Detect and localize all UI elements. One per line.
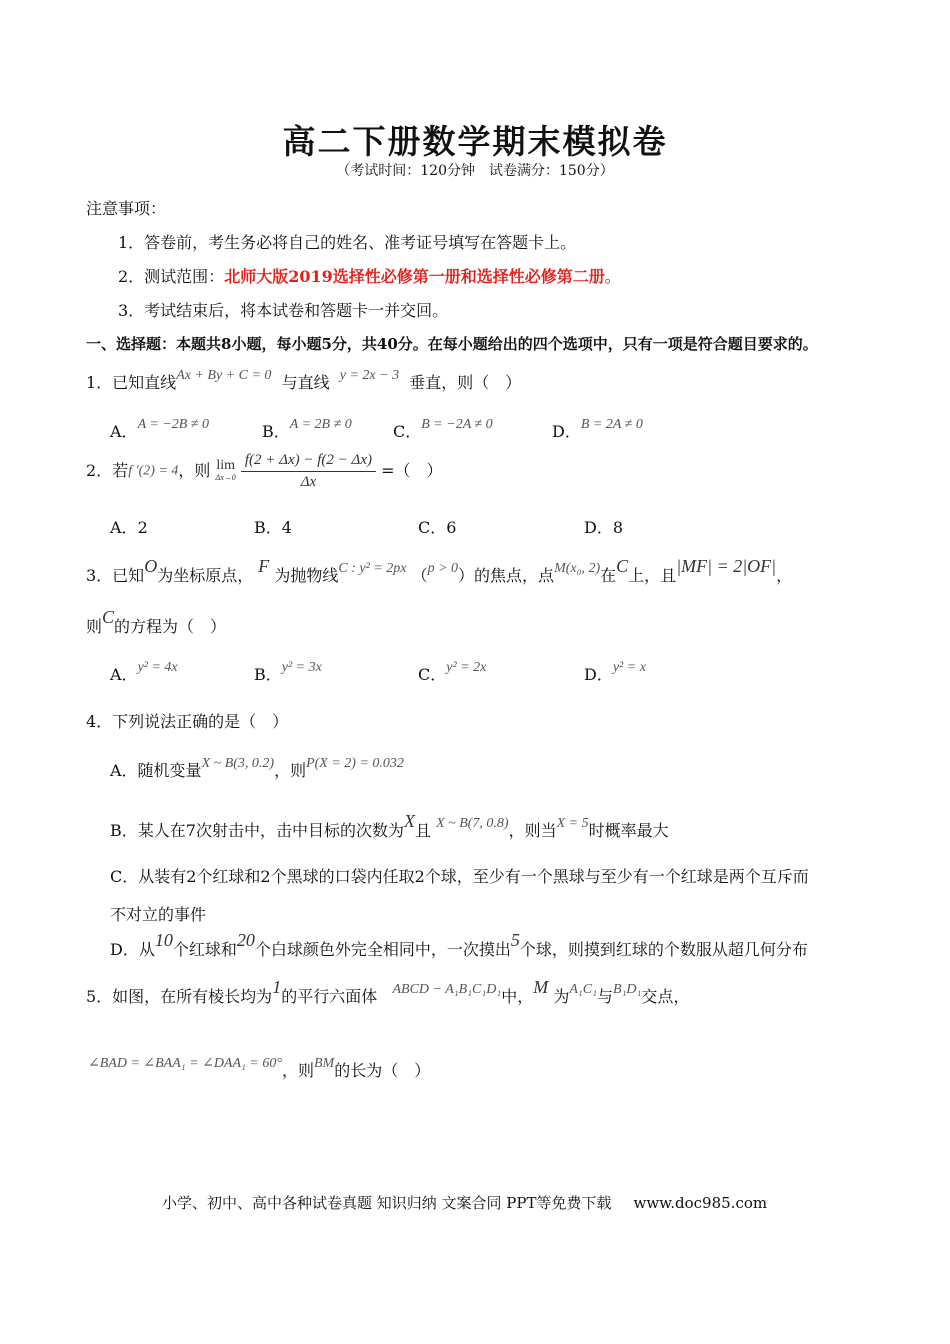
q3-math: M(x₀, 2) bbox=[554, 561, 601, 576]
question-2 bbox=[86, 452, 443, 491]
option-label: B． bbox=[254, 665, 282, 684]
q5-math: M bbox=[533, 977, 549, 997]
q3-math: p > 0 bbox=[427, 561, 459, 576]
q1-text: 与直线 bbox=[281, 373, 330, 392]
q3-math: F bbox=[258, 556, 270, 576]
notice-item-2 bbox=[118, 264, 621, 287]
q4-text: 个白球颜色外完全相同中，一次摸出 bbox=[254, 940, 511, 959]
q3-option-a bbox=[110, 662, 178, 685]
q4-text: D．从 bbox=[110, 940, 155, 959]
option-label: A． bbox=[110, 518, 138, 537]
q4-math: P(X = 2) = 0.032 bbox=[306, 756, 404, 771]
notice-item-2-suffix: 。 bbox=[604, 267, 621, 286]
option-label: D． bbox=[552, 422, 581, 441]
notice-heading: 注意事项： bbox=[86, 199, 167, 218]
q4-option-b bbox=[110, 811, 669, 841]
q4-text: B．某人在7次射击中，击中目标的次数为 bbox=[110, 821, 404, 840]
q4-text: ，则当 bbox=[508, 821, 557, 840]
option-label: C． bbox=[418, 665, 447, 684]
q1-option-d bbox=[552, 419, 643, 442]
option-value: 8 bbox=[612, 518, 624, 537]
footer-text: 小学、初中、高中各种试卷真题 知识归纳 文案合同 PPT等免费下载 bbox=[162, 1194, 612, 1212]
option-label: B． bbox=[254, 518, 282, 537]
q2-math: f ′(2) = 4 bbox=[128, 463, 179, 479]
question-5-line-2 bbox=[88, 1058, 430, 1081]
q1-option-b bbox=[262, 419, 352, 442]
q4-text: 个红球和 bbox=[172, 940, 237, 959]
q4-math: X bbox=[403, 811, 415, 831]
q5-text: 交点， bbox=[641, 987, 690, 1006]
q3-text: 则 bbox=[86, 617, 103, 636]
q1-text: 1．已知直线 bbox=[86, 373, 177, 392]
option-label: B． bbox=[262, 422, 290, 441]
q3-text: 3．已知 bbox=[86, 566, 145, 585]
q1-text: 垂直，则（ ） bbox=[409, 373, 522, 392]
notice-item-1: 1．答卷前，考生务必将自己的姓名、准考证号填写在答题卡上。 bbox=[118, 233, 577, 252]
q3-text: ）的焦点，点 bbox=[458, 566, 555, 585]
notice-item-2-prefix: 2．测试范围： bbox=[118, 267, 225, 286]
q5-math: A₁C₁ bbox=[569, 982, 597, 997]
q5-text: ，则 bbox=[281, 1061, 314, 1080]
q4-text: ，则 bbox=[274, 761, 307, 780]
question-5 bbox=[86, 977, 690, 1007]
q3-option-d bbox=[584, 662, 646, 685]
option-label: C． bbox=[418, 518, 447, 537]
option-value: 6 bbox=[446, 518, 457, 537]
option-math: y² = 2x bbox=[446, 660, 487, 675]
option-math: y² = x bbox=[612, 660, 646, 675]
q3-text: 在 bbox=[600, 566, 617, 585]
lim-text: lim bbox=[216, 457, 235, 473]
q2-text: =（ ） bbox=[381, 461, 443, 480]
q2-text: ，则 bbox=[178, 461, 211, 480]
exam-info: （考试时间：120分钟 试卷满分：150分） bbox=[336, 163, 614, 179]
q4-math: X = 5 bbox=[556, 816, 589, 831]
q5-text: 5．如图，在所有棱长均为 bbox=[86, 987, 273, 1006]
option-value: 2 bbox=[137, 518, 148, 537]
option-math: y² = 3x bbox=[281, 660, 322, 675]
q4-option-c: C．从装有2个红球和2个黑球的口袋内任取2个球，至少有一个黑球与至少有一个红球是两个互斥而 bbox=[110, 867, 809, 886]
q2-option-a bbox=[110, 515, 148, 538]
option-value: 4 bbox=[281, 518, 292, 537]
fraction-denominator: Δx bbox=[300, 474, 317, 490]
q5-text: 的长为（ ） bbox=[334, 1061, 431, 1080]
q5-math: 1 bbox=[272, 977, 282, 997]
difference-quotient bbox=[241, 452, 376, 491]
q4-option-a bbox=[110, 758, 404, 781]
fraction-numerator: f(2 + Δx) − f(2 − Δx) bbox=[241, 452, 376, 472]
q5-math: BM bbox=[313, 1056, 335, 1071]
page-footer bbox=[162, 1192, 767, 1213]
q4-math: 5 bbox=[510, 930, 520, 950]
q4-text: 个球，则摸到红球的个数服从超几何分布 bbox=[519, 940, 808, 959]
q3-math: O bbox=[144, 556, 158, 576]
option-math: B = −2A ≠ 0 bbox=[421, 417, 493, 432]
option-label: D． bbox=[584, 665, 613, 684]
q3-text: 上，且 bbox=[628, 566, 677, 585]
q3-option-c bbox=[418, 662, 486, 685]
q3-text: 为抛物线 bbox=[274, 566, 339, 585]
q1-option-a bbox=[110, 419, 209, 442]
q3-text: 的方程为（ ） bbox=[114, 617, 227, 636]
q4-math: X ~ B(7, 0.8) bbox=[436, 816, 509, 831]
q2-option-d bbox=[584, 515, 623, 538]
question-4: 4．下列说法正确的是（ ） bbox=[86, 712, 289, 731]
q4-text: 时概率最大 bbox=[588, 821, 669, 840]
q4-text: A．随机变量 bbox=[110, 761, 202, 780]
q4-math: X ~ B(3, 0.2) bbox=[201, 756, 275, 771]
q3-option-b bbox=[254, 662, 322, 685]
option-math: A = 2B ≠ 0 bbox=[289, 417, 352, 432]
q5-math: B₁D₁ bbox=[613, 982, 642, 997]
q3-text: ， bbox=[776, 566, 793, 585]
q5-math: ∠BAD = ∠BAA₁ = ∠DAA₁ = 60° bbox=[88, 1056, 282, 1071]
question-1 bbox=[86, 370, 521, 393]
q3-math: |MF| = 2|OF| bbox=[676, 556, 777, 576]
q1-math: Ax + By + C = 0 bbox=[176, 368, 272, 383]
option-math: y² = 4x bbox=[137, 660, 178, 675]
q4-option-d bbox=[110, 930, 808, 960]
q2-option-c bbox=[418, 515, 456, 538]
option-label: A． bbox=[110, 665, 138, 684]
q4-math: 20 bbox=[236, 930, 255, 950]
q5-text: 与 bbox=[597, 987, 614, 1006]
q2-text: 2．若 bbox=[86, 461, 129, 480]
footer-website[interactable]: www.doc985.com bbox=[633, 1194, 768, 1212]
test-scope: 北师大版2019选择性必修第一册和选择性必修第二册 bbox=[224, 267, 605, 286]
q5-text: 中， bbox=[501, 987, 534, 1006]
q3-text: （ bbox=[411, 566, 428, 585]
notice-item-3: 3．考试结束后，将本试卷和答题卡一并交回。 bbox=[118, 301, 449, 320]
q4-option-c-line-2: 不对立的事件 bbox=[110, 905, 207, 924]
q4-text: 且 bbox=[414, 821, 431, 840]
question-3-line-2 bbox=[86, 607, 227, 637]
q1-math: y = 2x − 3 bbox=[339, 368, 400, 383]
q3-text: 为坐标原点， bbox=[157, 566, 254, 585]
q5-text: 的平行六面体 bbox=[281, 987, 378, 1006]
q1-option-c bbox=[393, 419, 493, 442]
question-3 bbox=[86, 556, 793, 586]
lim-subscript: Δx→0 bbox=[215, 472, 236, 482]
option-label: D． bbox=[584, 518, 613, 537]
q2-option-b bbox=[254, 515, 292, 538]
q5-math: ABCD − A₁B₁C₁D₁ bbox=[392, 982, 502, 997]
q3-math: C bbox=[616, 556, 629, 576]
q3-math: C bbox=[102, 607, 115, 627]
option-math: A = −2B ≠ 0 bbox=[137, 417, 209, 432]
limit-operator bbox=[215, 457, 236, 484]
option-label: C． bbox=[393, 422, 422, 441]
section-heading: 一、选择题：本题共8小题，每小题5分，共40分。在每小题给出的四个选项中，只有一项是符合题目要求的。 bbox=[86, 335, 818, 353]
q4-math: 10 bbox=[154, 930, 173, 950]
page-title: 高二下册数学期末模拟卷 bbox=[282, 122, 668, 161]
q5-text: 为 bbox=[553, 987, 570, 1006]
option-label: A． bbox=[110, 422, 138, 441]
q3-math: C : y² = 2px bbox=[338, 561, 407, 576]
option-math: B = 2A ≠ 0 bbox=[580, 417, 643, 432]
